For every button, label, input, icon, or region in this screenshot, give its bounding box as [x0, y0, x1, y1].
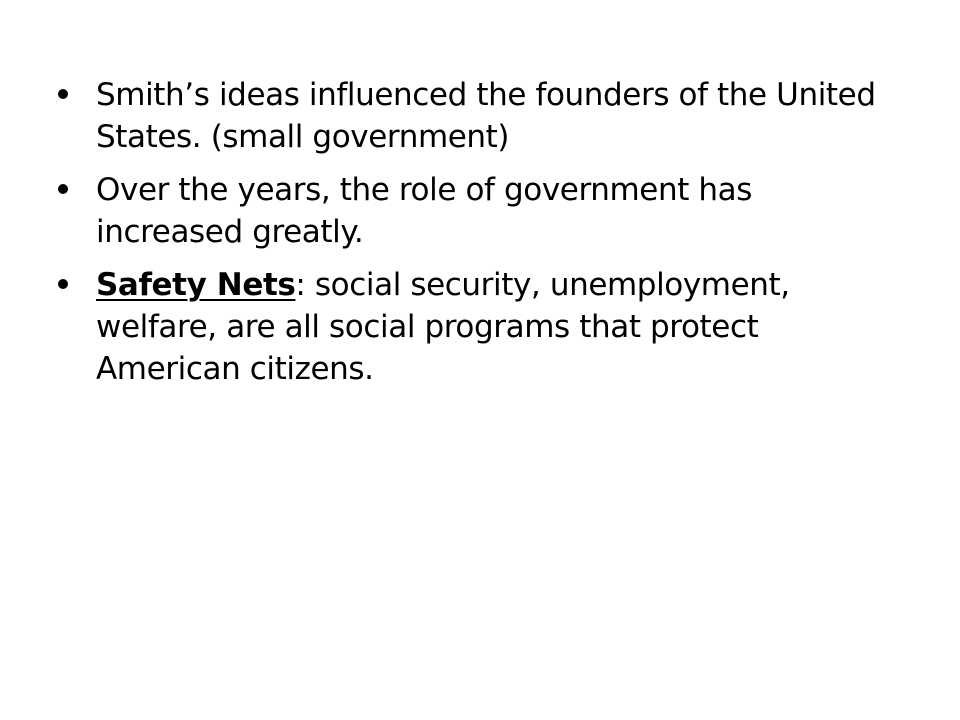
bullet-text: : social security, unemployment, welfare, are all social programs that protect American citizens.: [96, 267, 790, 387]
bullet-item-safety-nets: [58, 264, 888, 390]
bullet-item-smith-ideas: [58, 74, 888, 158]
bullet-item-government-role: [58, 169, 888, 253]
bullet-dot-icon: [58, 279, 68, 289]
safety-nets-term: Safety Nets: [96, 267, 296, 303]
bullet-text: Smith’s ideas influenced the founders of the United States. (small government): [96, 77, 876, 155]
bullet-text: Over the years, the role of government has increased greatly.: [96, 172, 753, 250]
bullet-dot-icon: [58, 184, 68, 194]
bullet-dot-icon: [58, 89, 68, 99]
bullet-list: [58, 74, 888, 401]
